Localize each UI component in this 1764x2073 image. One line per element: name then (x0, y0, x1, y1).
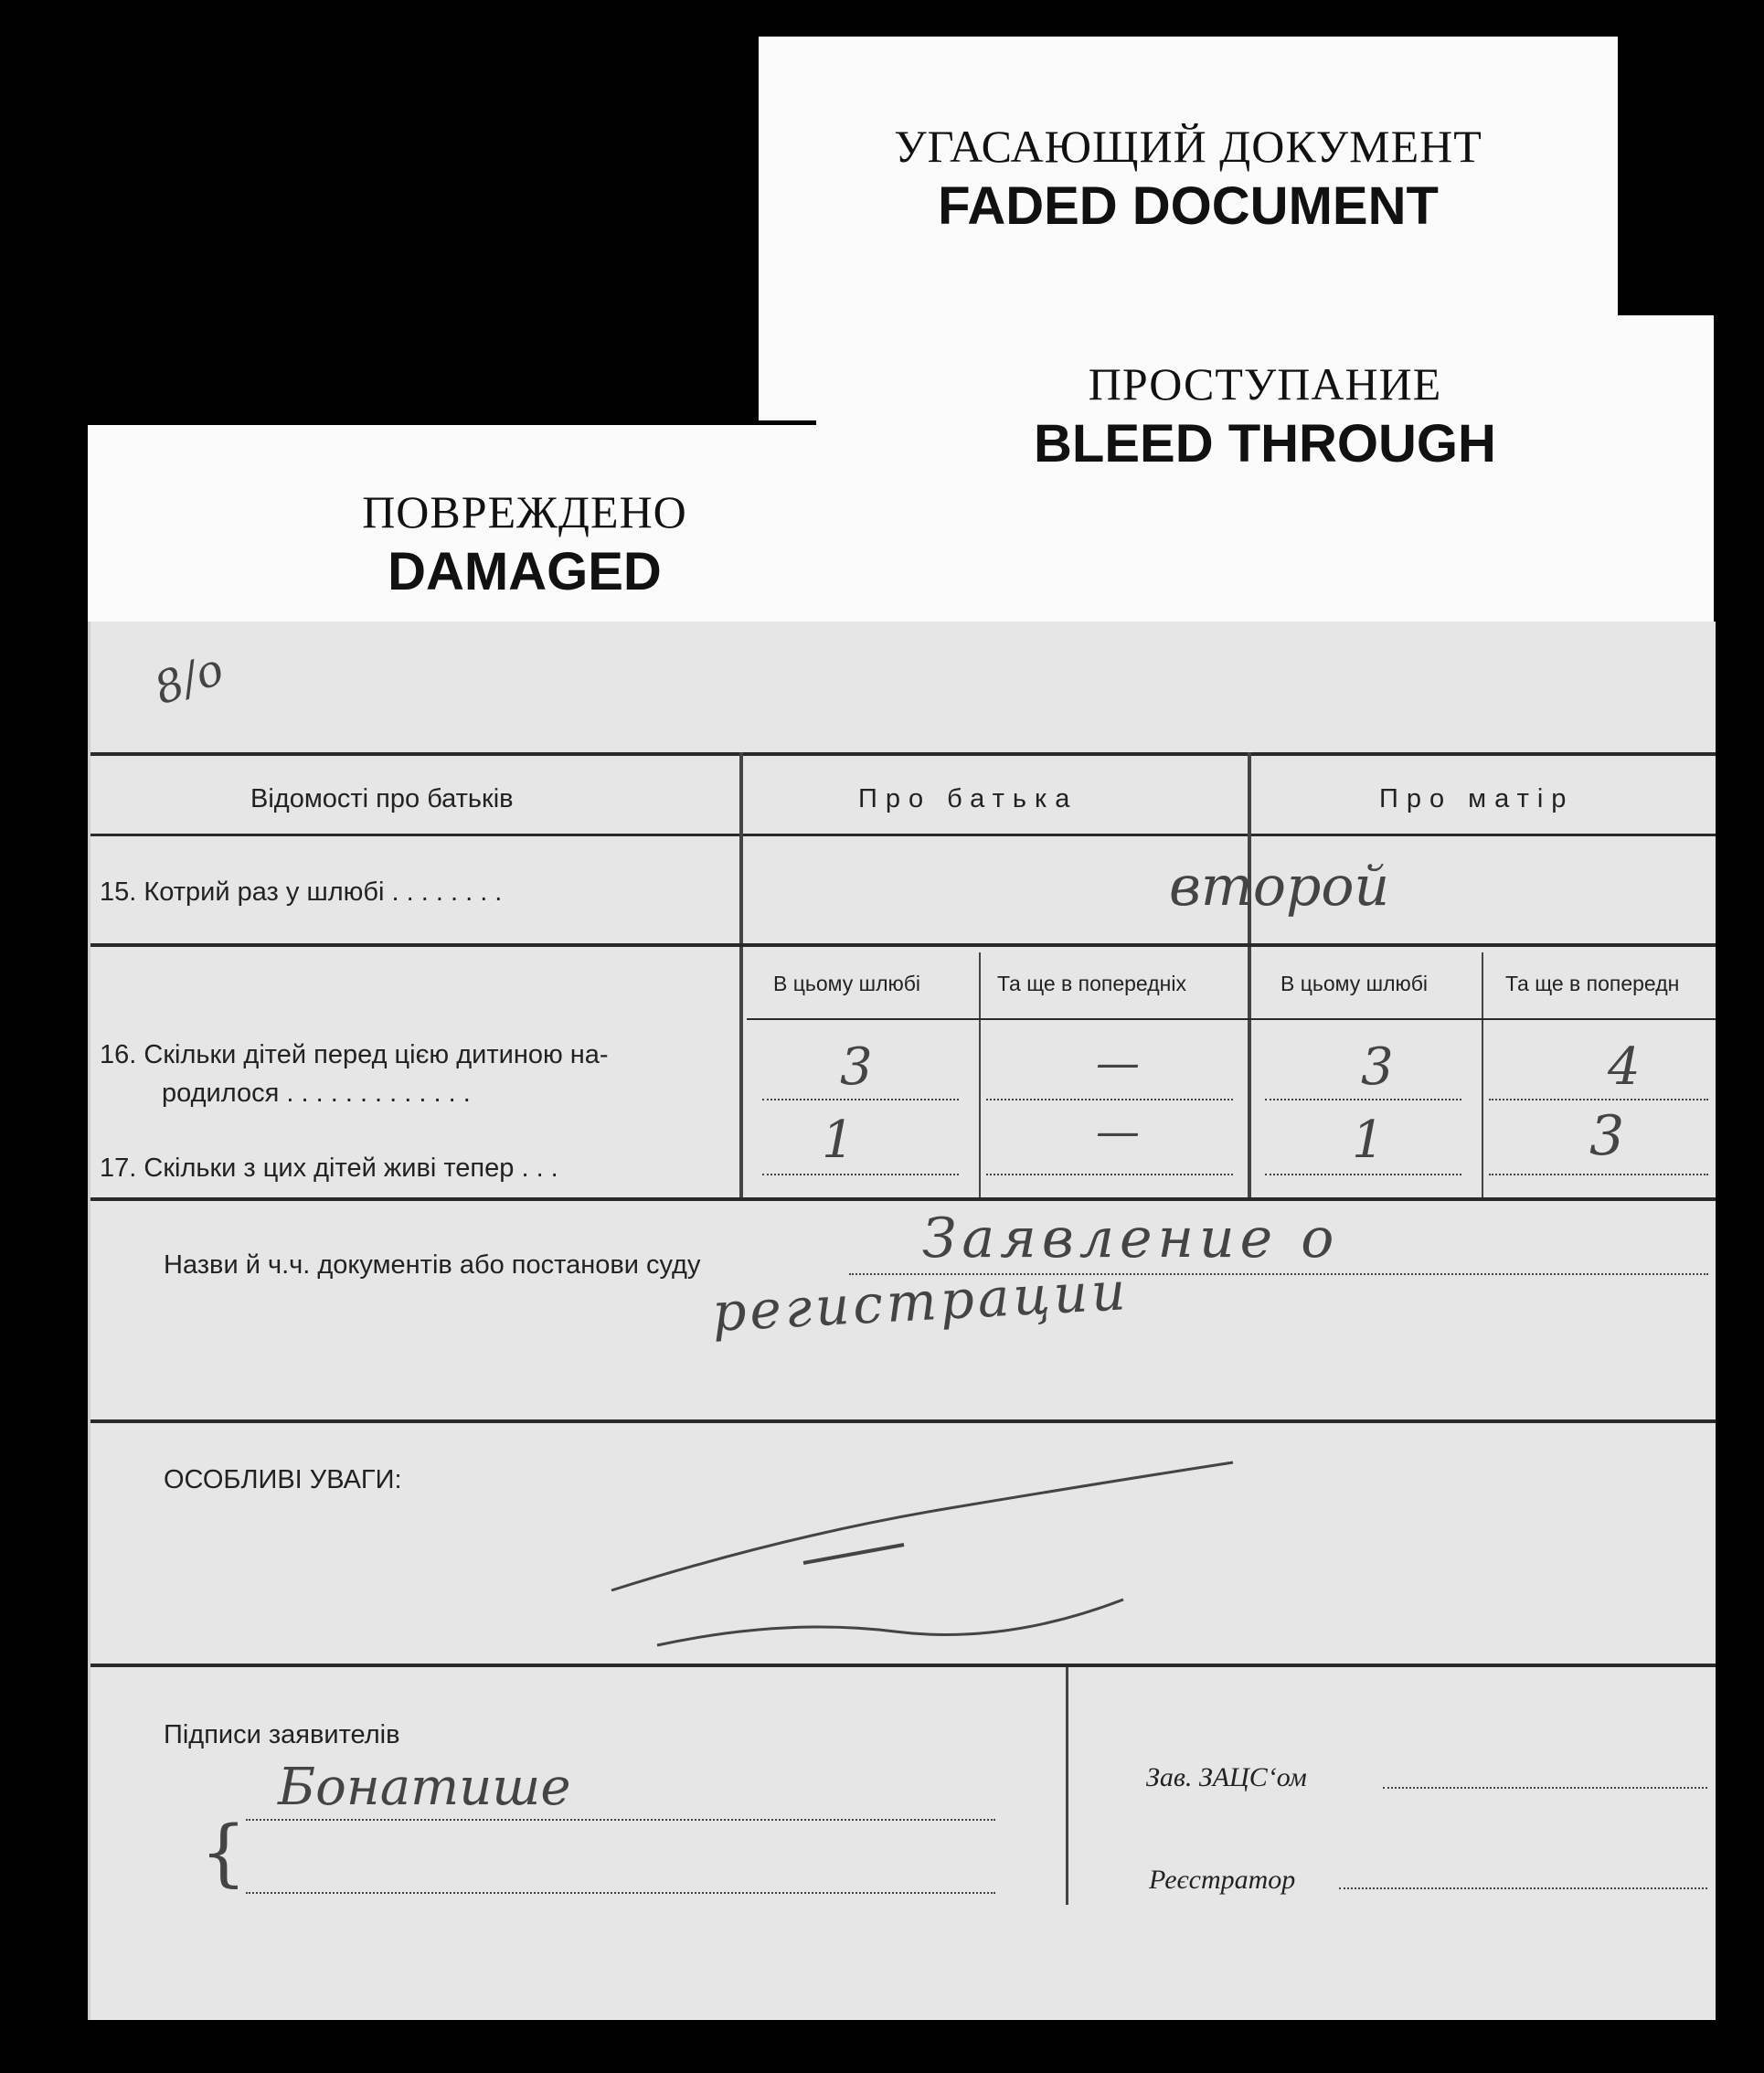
signatures-label: Підписи заявителів (164, 1720, 400, 1749)
header-about-mother: Про матір (1379, 784, 1575, 813)
row17-label: 17. Скільки з цих дітей живі тепер . . . (100, 1153, 558, 1183)
row16-dotline-2 (986, 1099, 1233, 1100)
row16-dotline-1 (762, 1099, 959, 1100)
row17-mother-previous: 3 (1589, 1104, 1625, 1168)
subcolumn-divider-father (979, 952, 981, 1198)
remarks-bottom-rule (90, 1664, 1716, 1667)
row16-father-previous: — (1096, 1037, 1140, 1089)
header-parents-info: Відомості про батьків (250, 784, 514, 813)
registrar-dotline (1339, 1887, 1707, 1889)
corner-pencil-mark: 8/o (147, 643, 230, 716)
remarks-strikeout-lines (602, 1426, 1260, 1664)
column-divider-1 (739, 752, 743, 1198)
row16-dotline-3 (1265, 1099, 1461, 1100)
row16-father-this: 3 (840, 1037, 873, 1097)
registration-form-sheet (88, 622, 1716, 2020)
row17-mother-this: 1 (1352, 1111, 1385, 1170)
row15-label: 15. Котрий раз у шлюбі . . . . . . . . (100, 877, 503, 907)
row16-mother-previous: 4 (1608, 1037, 1641, 1097)
row15-handwritten-value: второй (1169, 855, 1390, 919)
row17-dotline-3 (1265, 1174, 1461, 1175)
registrar-label: Реєстратор (1149, 1865, 1296, 1895)
faded-card-english: FADED DOCUMENT (938, 176, 1439, 236)
subheader-father-this-marriage: В цьому шлюбі (773, 972, 921, 995)
header-bottom-rule (90, 834, 1716, 836)
faded-card-russian: УГАСАЮЩИЙ ДОКУМЕНТ (894, 121, 1482, 172)
row17-dotline-4 (1489, 1174, 1708, 1175)
bleed-card-russian: ПРОСТУПАНИЕ (1088, 358, 1442, 409)
documents-label: Назви й ч.ч. документів або постанови суду (164, 1250, 701, 1280)
signature-brace: { (200, 1810, 247, 1895)
documents-bottom-rule (90, 1419, 1716, 1423)
subheader-father-previous: Та ще в попередніх (997, 972, 1186, 995)
head-of-registry-dotline (1383, 1787, 1707, 1789)
signatures-divider (1066, 1667, 1068, 1905)
row17-father-this: 1 (822, 1111, 855, 1170)
signature-dotline-1 (246, 1819, 995, 1821)
applicant-signature: Бонатише (278, 1758, 571, 1817)
row16-label-line1: 16. Скільки дітей перед цією дитиною на- (100, 1040, 609, 1069)
subheader-rule (747, 1018, 1716, 1020)
signature-dotline-2 (246, 1892, 995, 1894)
row17-dotline-1 (762, 1174, 959, 1175)
row17-bottom-rule (90, 1197, 1716, 1201)
row16-dotline-4 (1489, 1099, 1708, 1100)
documents-handwritten-line1: Заявление о (922, 1207, 1340, 1270)
head-of-registry-label: Зав. ЗАЦС‘ом (1146, 1762, 1307, 1792)
column-divider-2 (1248, 752, 1251, 1198)
row16-mother-this: 3 (1361, 1037, 1394, 1097)
subheader-mother-previous: Та ще в попередн (1505, 972, 1680, 995)
bleed-card-english: BLEED THROUGH (1034, 414, 1496, 473)
documents-handwritten-line2: регистрации (710, 1260, 1131, 1344)
subcolumn-divider-mother (1482, 952, 1483, 1198)
header-about-father: Про батька (858, 784, 1079, 813)
row15-bottom-rule (90, 943, 1716, 947)
row17-father-previous: — (1096, 1106, 1140, 1157)
row16-label-line2: родилося . . . . . . . . . . . . . (162, 1079, 471, 1108)
damaged-card-russian: ПОВРЕЖДЕНО (362, 486, 687, 537)
header-top-rule (90, 752, 1716, 756)
subheader-mother-this-marriage: В цьому шлюбі (1280, 972, 1429, 995)
row17-dotline-2 (986, 1174, 1233, 1175)
remarks-label: ОСОБЛИВІ УВАГИ: (164, 1465, 402, 1494)
damaged-card-english: DAMAGED (388, 542, 662, 601)
